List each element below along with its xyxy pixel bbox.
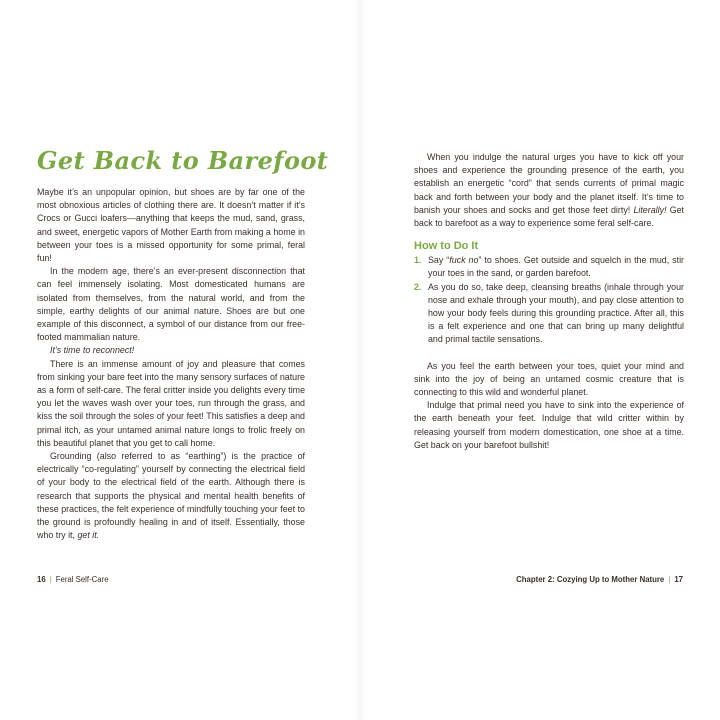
emphasis-text: Literally! <box>633 204 667 215</box>
page-number: 17 <box>674 575 683 584</box>
paragraph: There is an immense amount of joy and pleasure that comes from sinking your bare feet into the many sensory surfaces of nature as a form of self-care. The feral critter inside you delights every time you let the waves wash over your toes, run through the grass, and kiss the soil through the soles of your feet! This satisfies a deep and primal itch, as your untamed animal nature longs to frolic freely on this beautiful planet that you get to call home. <box>37 358 305 448</box>
section-title: Get Back to Barefoot <box>37 146 329 175</box>
step-number: 2. <box>414 281 422 292</box>
step-text: As you do so, take deep, cleansing breaths (inhale through your nose and exhale through your mouth), and pay close attention to how your body feels during this grounding practice. After all, this is a felt experience and one that can bring up many delightful and primal tactile sensations. <box>428 281 684 345</box>
steps-list <box>414 254 684 346</box>
list-item <box>414 254 684 280</box>
right-footer <box>516 575 683 584</box>
left-body-text <box>37 186 305 542</box>
intro-text: When you indulge the natural urges you have to kick off your shoes and experience the grounding presence of the earth, you establish an energetic “cord” that sends currents of primal magic back and forth between your body and the planet itself. It’s time to banish your shoes and socks and get those feet dirty! <box>414 152 684 215</box>
paragraph-emphasis <box>37 344 305 357</box>
left-footer <box>37 575 109 584</box>
book-title: Feral Self-Care <box>55 575 109 584</box>
emphasis-text: get it. <box>77 530 100 541</box>
paragraph: As you feel the earth between your toes, quiet your mind and sink into the joy of being an untamed cosmic creature that is connecting to this wild and wonderful planet. <box>414 360 684 398</box>
footer-separator: | <box>49 575 52 584</box>
step-text-end: ” to shoes. Get outside and squelch in the mud, stir your toes in the sand, or garden barefoot. <box>428 255 684 279</box>
footer-separator: | <box>668 575 671 584</box>
paragraph <box>37 450 305 542</box>
paragraph: In the modern age, there’s an ever-present disconnection that can feel immensely isolating. Most domesticated humans are isolated from themselves, from the natural world, and from the simple, earthy delights of our animal nature. Shoes are but one example of this disconnect, a symbol of our distance from our free-footed mammalian nature. <box>37 266 305 343</box>
emphasis-text: It’s time to reconnect! <box>50 345 135 356</box>
emphasis-text: fuck no <box>449 255 479 266</box>
list-item <box>414 281 684 347</box>
page-number: 16 <box>37 575 46 584</box>
step-number: 1. <box>414 255 422 266</box>
subheading: How to Do It <box>414 240 479 253</box>
step-text: Say “ <box>428 255 450 266</box>
paragraph-text: Grounding (also referred to as “earthing”) is the practice of electrically “co-regulating” yourself by connecting the electrical field of your body to the electrical field of the earth. Although there is research that supports the physical and mental health benefits of these practices, the felt experience of mindfully touching your feet to the ground is profoundly healing in and of itself. Essentially, those who try it, <box>37 451 305 541</box>
right-body-text <box>414 151 684 452</box>
paragraph: Indulge that primal need you have to sink into the experience of the earth beneath your feet. Indulge that wild critter within by releasing yourself from modern domestication, one shoe at a time. Get back on your barefoot bullshit! <box>414 400 684 450</box>
chapter-title: Chapter 2: Cozying Up to Mother Nature <box>516 575 665 584</box>
paragraph: Maybe it’s an unpopular opinion, but shoes are by far one of the most obnoxious articles of clothing there are. It doesn’t matter if it’s Crocs or Gucci loafers—anything that keeps the mud, sand, grass, and sweet, energetic vapors of Mother Earth from making a home in between your toes is a missed opportunity for some primal, feral fun! <box>37 187 305 264</box>
paragraph <box>414 151 684 230</box>
intro-text-end: Get back to barefoot as a way to experience some feral self-care. <box>414 204 685 229</box>
